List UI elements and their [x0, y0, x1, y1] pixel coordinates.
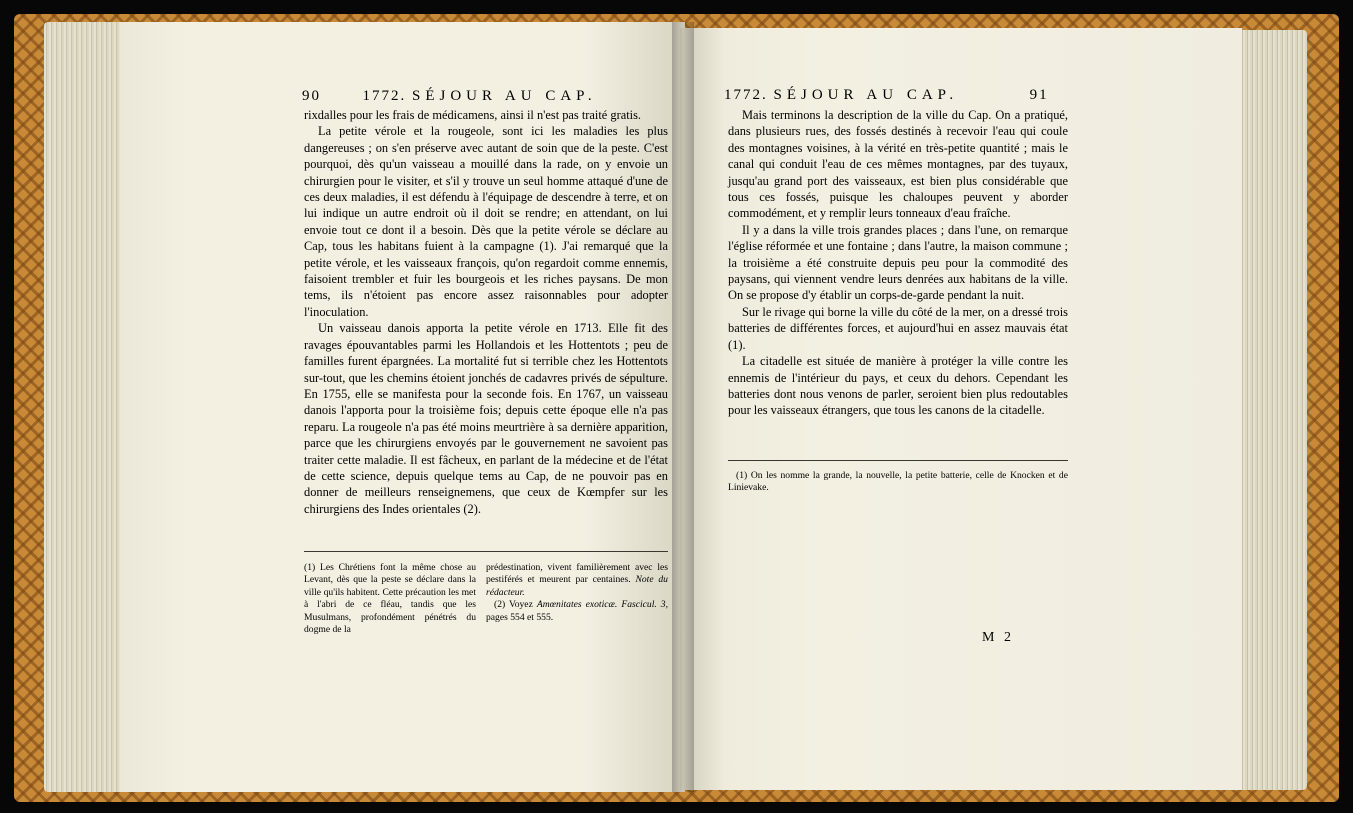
left-head-year: 1772.	[362, 88, 407, 104]
left-running-head	[302, 88, 597, 105]
right-running-head	[724, 87, 1049, 104]
right-paragraph: Mais terminons la description de la ville du Cap. On a pratiqué, dans plusieurs rues, des fossés destinés à recevoir l'eau qui coule des montagnes voisines, à la vérité en très-petite quantité ; mais le canal qui conduit l'eau de ces mêmes montagnes, par des tuyaux, jusqu'au grand port des vaisseaux, est bien plus considérable que tous ces fossés, puisque les chaloupes peuvent y aborder commodément, et y remplir leurs tonneaux d'eau fraîche.	[728, 108, 1068, 221]
left-footnote-rule	[304, 551, 668, 552]
right-head-year: 1772.	[724, 87, 768, 103]
footnote-1: (1) On les nomme la grande, la nouvelle, la petite batterie, celle de Knocken et de Linievake.	[728, 470, 1068, 494]
right-page-number: 91	[1029, 87, 1049, 103]
right-paragraph: Il y a dans la ville trois grandes places ; dans l'une, on remarque l'église réformée et une fontaine ; dans l'autre, la maison commune ; la troisième a été construite depuis peu pour la commodité des paysans, qui viennent vendre leurs denrées aux habitans de la ville. On se propose d'y établir un corps-de-garde pendant la nuit.	[728, 222, 1068, 303]
left-footnote-col1	[304, 562, 476, 636]
right-body-text	[728, 107, 1068, 419]
left-body-text	[304, 107, 668, 517]
right-head-title: SÉJOUR AU CAP.	[773, 87, 959, 103]
signature-mark: M 2	[982, 630, 1014, 645]
footnote-1: (1) Les Chrétiens font la même chose au Levant, dès que la peste se déclare dans la ville qu'ils habitent. Cette précaution les met à l'abri de ce fléau, tandis que les Musulmans, profondément pénétrés du dogme de la	[304, 562, 476, 636]
left-paragraph: Un vaisseau danois apporta la petite vérole en 1713. Elle fit des ravages épouvantables parmi les Hollandois et les Hottentots ; peu de familles furent épargnées. La mortalité fut si terrible chez les Hottentots sur-tout, que les chemins étoient jonchés de cadavres privés de sépulture. En 1755, elle se manifesta pour la seconde fois. En 1767, un vaisseau danois l'apporta pour la troisième fois; depuis cette époque elle n'a pas reparu. La rougeole n'a pas été moins meurtrière à sa dernière apparition, parce que les chirurgiens envoyés par le gouvernement ne savoient pas traiter cette maladie. Il est fâcheux, en parlant de la médecine et de l'état de cette science, depuis quelque tems au Cap, de ne pouvoir pas en donner de meilleurs renseignemens, que ceux de Kœmpfer sur les chirurgiens des Indes orientales (2).	[304, 321, 668, 516]
footnote-2: (2) Voyez Amœnitates exoticæ. Fascicul. 3, pages 554 et 555.	[486, 599, 668, 623]
left-paragraph: rixdalles pour les frais de médicamens, ainsi il n'est pas traité gratis.	[304, 108, 642, 122]
book-gutter	[672, 22, 694, 792]
page-edges-right	[1235, 30, 1307, 790]
left-page-number: 90	[302, 88, 321, 104]
left-paragraph: La petite vérole et la rougeole, sont ici les maladies les plus dangereuses ; on s'en préserve avec autant de soin que de la peste. C'est pourquoi, dès qu'un vaisseau a mouillé dans la rade, on y envoie un chirurgien pour le visiter, et s'il y trouve un seul homme attaqué d'une de ces deux maladies, il est défendu à l'équipage de descendre à terre, et on lui indique un autre endroit où il doit se rendre; en attendant, on lui envoie tout ce dont il a besoin. Dès que la petite vérole se déclare au Cap, tous les habitans fuient à la campagne (1). J'ai remarqué que la petite vérole, et les vaisseaux françois, qu'on regardoit comme ennemis, faisoient trembler et fuir les bourgeois et les riches paysans. De mon tems, ils n'étoient pas encore assez raisonnables pour adopter l'inoculation.	[304, 124, 668, 319]
right-footnote-rule	[728, 460, 1068, 461]
right-paragraph: Sur le rivage qui borne la ville du côté de la mer, on a dressé trois batteries de différentes forces, et aujourd'hui en assez mauvais état (1).	[728, 304, 1068, 352]
footnote-1-continued: prédestination, vivent familièrement avec les pestiférés et meurent par centaines. Note du rédacteur.	[486, 562, 668, 598]
right-footnote	[728, 470, 1068, 495]
left-footnote-col2	[486, 562, 668, 624]
left-head-title: SÉJOUR AU CAP.	[412, 88, 597, 104]
right-paragraph: La citadelle est située de manière à protéger la ville contre les ennemis de l'intérieur du pays, et ceux du dehors. Cependant les batteries dont nous venons de parler, seroient bien plus redoutables pour les vaisseaux étrangers, que tous les canons de la citadelle.	[728, 354, 1068, 418]
